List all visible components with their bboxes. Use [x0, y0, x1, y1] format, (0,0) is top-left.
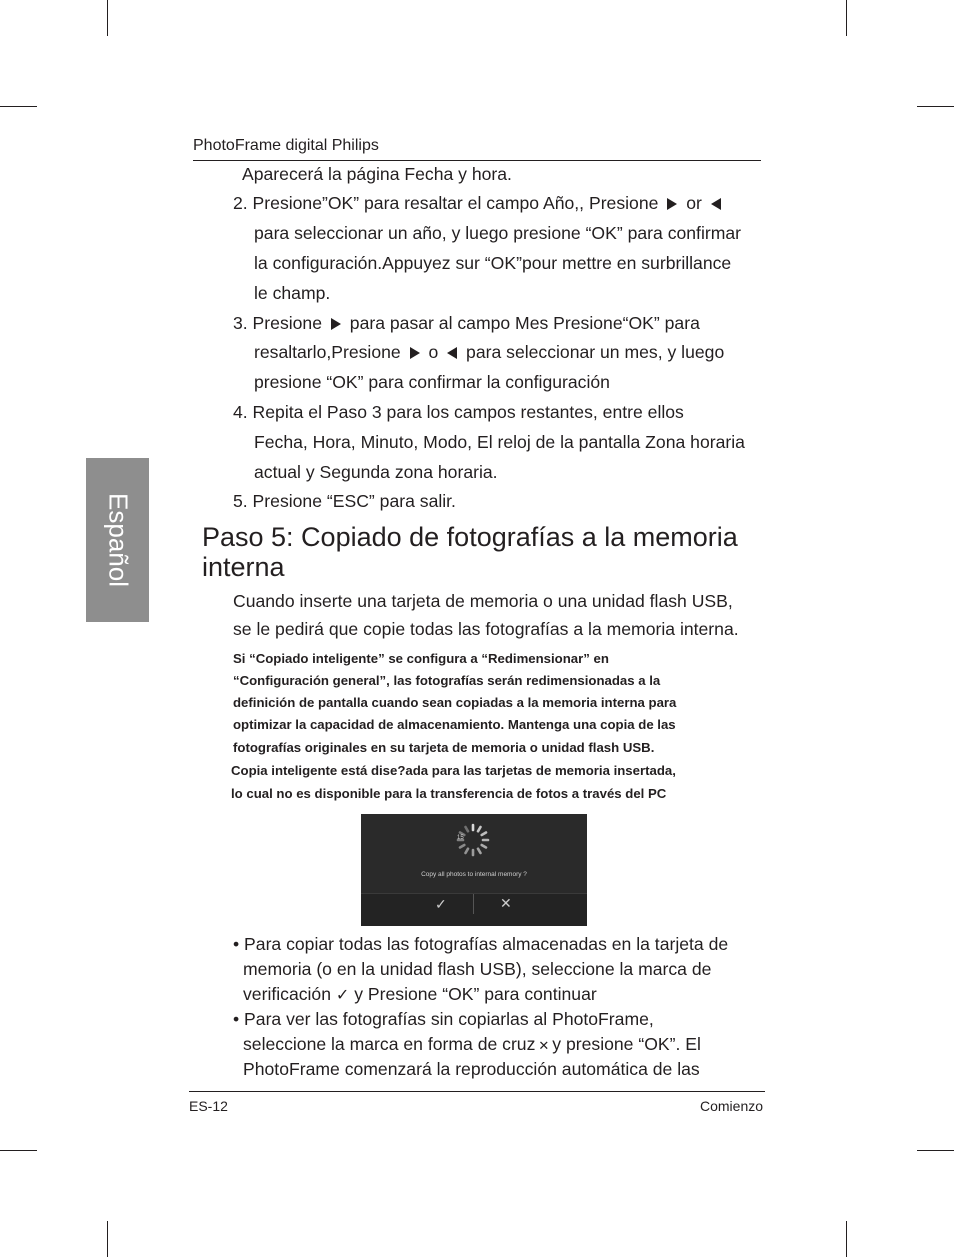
copy-prompt: Copy all photos to internal memory ? [421, 871, 527, 878]
step-3-line-3: presione “OK” para confirmar la configuración [254, 372, 610, 392]
crop-mark [0, 106, 37, 107]
language-tab [86, 458, 149, 622]
note-line: fotografías originales en su tarjeta de memoria o unidad flash USB. [233, 740, 655, 755]
cross-icon: ✕ [538, 1038, 550, 1053]
device-screenshot [361, 814, 587, 926]
bullet-1-line-2: memoria (o en la unidad flash USB), seleccione la marca de [243, 959, 712, 979]
note-extra-line: lo cual no es disponible para la transferencia de fotos a través del PC [231, 786, 667, 801]
note-line: “Configuración general”, las fotografías serán redimensionadas a la [233, 673, 661, 688]
bullet-2-text-a: seleccione la marca en forma de cruz [243, 1034, 536, 1054]
crop-mark [846, 1221, 847, 1257]
language-tab-label: Español [103, 493, 133, 587]
bullet-2-line-2 [243, 1032, 701, 1058]
step-3-text-d: o [428, 342, 439, 362]
bullet-1-text-a: verificación [243, 984, 332, 1004]
check-icon[interactable]: ✓ [435, 896, 447, 912]
step-intro [242, 159, 512, 189]
step-3-text-e: para seleccionar un mes, y luego [466, 342, 725, 362]
note-line: optimizar la capacidad de almacenamiento. Mantenga una copia de las [233, 717, 676, 732]
step-2-text-b: or [686, 193, 702, 213]
crop-mark [846, 0, 847, 36]
crop-mark [107, 0, 108, 36]
footer-rule [189, 1091, 765, 1092]
crop-mark [917, 106, 954, 107]
left-arrow-icon [711, 198, 721, 210]
page-number: ES-12 [189, 1098, 228, 1114]
button-separator [473, 894, 474, 914]
right-arrow-icon [410, 347, 420, 359]
page-header: PhotoFrame digital Philips [193, 137, 379, 154]
step-2-line-3: la configuración.Appuyez sur “OK”pour mettre en surbrillance [254, 253, 732, 273]
bullet-1-line-3 [243, 982, 597, 1008]
note-extra-line: Copia inteligente está dise?ada para las tarjetas de memoria insertada, [231, 763, 676, 778]
left-arrow-icon [447, 347, 457, 359]
crop-mark [107, 1221, 108, 1257]
step-2-line-2: para seleccionar un año, y luego presione “OK” para confirmar [254, 223, 742, 243]
step-3-text-c: resaltarlo,Presione [254, 342, 401, 362]
step-3-text-a: 3. Presione [233, 313, 322, 333]
bullet-2-line-1: • Para ver las fotografías sin copiarlas al PhotoFrame, [233, 1009, 654, 1029]
bullet-2-text-b: y presione “OK”. El [552, 1034, 701, 1054]
step-2-text-a: 2. Presione”OK” para resaltar el campo Año,, Presione [233, 193, 659, 213]
step-3-line-2 [254, 337, 724, 367]
step-4-line-2: Fecha, Hora, Minuto, Modo, El reloj de la pantalla Zona horaria [254, 432, 745, 452]
section-intro-line-2: se le pedirá que copie todas las fotografías a la memoria interna. [233, 619, 739, 639]
screen-button-bar [361, 893, 587, 926]
section-intro-line-1: Cuando inserte una tarjeta de memoria o una unidad flash USB, [233, 591, 733, 611]
step-4-line-1: 4. Repita el Paso 3 para los campos restantes, entre ellos [233, 402, 684, 422]
crop-mark [0, 1150, 37, 1151]
crop-mark [917, 1150, 954, 1151]
bullet-1-text-b: y Presione “OK” para continuar [354, 984, 597, 1004]
section-title: Paso 5: Copiado de fotografías a la memoria interna [202, 522, 738, 582]
copy-counter: 15 [457, 835, 464, 841]
bullet-2-line-3: PhotoFrame comenzará la reproducción automática de las [243, 1059, 700, 1079]
step-2-line-1 [233, 188, 725, 218]
step-intro-text: Aparecerá la página Fecha y hora. [242, 164, 512, 184]
step-3-line-1 [233, 308, 700, 338]
step-5-line: 5. Presione “ESC” para salir. [233, 491, 456, 511]
note-line: Si “Copiado inteligente” se configura a “Redimensionar” en [233, 651, 609, 666]
step-3-text-b: para pasar al campo Mes Presione“OK” para [349, 313, 700, 333]
bullet-1-line-1: • Para copiar todas las fotografías almacenadas en la tarjeta de [233, 934, 729, 954]
check-icon: ✓ [335, 987, 350, 1004]
note-line: definición de pantalla cuando sean copiadas a la memoria interna para [233, 695, 677, 710]
step-4-line-3: actual y Segunda zona horaria. [254, 462, 498, 482]
cross-icon[interactable]: ✕ [500, 895, 512, 911]
footer-section: Comienzo [700, 1098, 764, 1114]
right-arrow-icon [331, 318, 341, 330]
step-2-line-4: le champ. [254, 283, 331, 303]
right-arrow-icon [667, 198, 677, 210]
